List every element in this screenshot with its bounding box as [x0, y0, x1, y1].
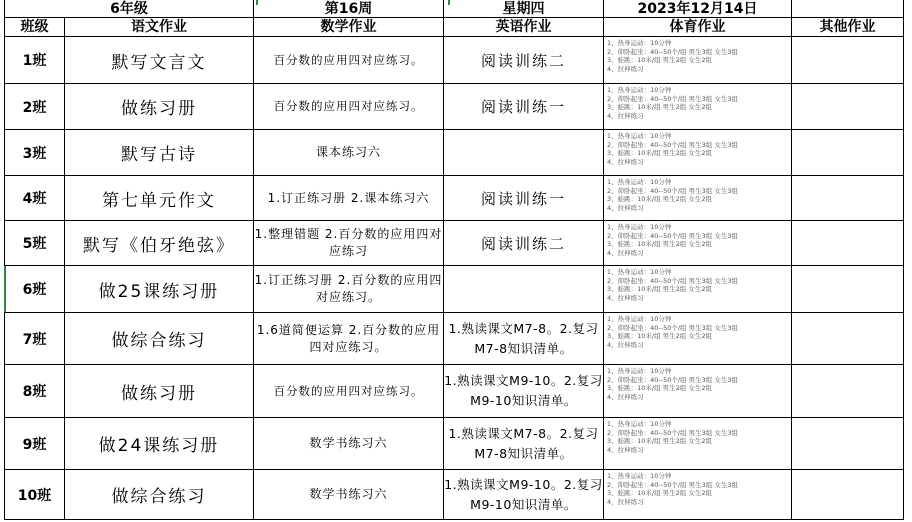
other-homework-cell[interactable] [792, 418, 904, 470]
other-homework-cell[interactable] [792, 266, 904, 313]
pe-homework-cell[interactable] [604, 266, 792, 313]
pe-line: 1、热身运动：10分钟 [607, 223, 672, 231]
english-homework-cell[interactable]: 1.熟读课文M9-10。2.复习M9-10知识清单。 [444, 365, 604, 418]
pe-line: 3、蛙跳：10米/组 男生2组 女生2组 [607, 437, 712, 446]
table-row [5, 221, 904, 266]
english-homework-cell[interactable] [444, 130, 604, 176]
pe-line: 1、热身运动：10分钟 [607, 268, 672, 276]
math-homework-cell[interactable]: 1.订正练习册 2.课本练习六 [254, 176, 444, 221]
chinese-homework-cell[interactable]: 做24课练习册 [65, 418, 254, 470]
english-homework-cell[interactable]: 1.熟读课文M9-10。2.复习M9-10知识清单。 [444, 470, 604, 520]
class-cell[interactable]: 9班 [5, 418, 65, 470]
math-homework-cell[interactable]: 百分数的应用四对应练习。 [254, 84, 444, 130]
other-homework-cell[interactable] [792, 313, 904, 365]
title-row [5, 0, 904, 18]
math-homework-cell[interactable]: 课本练习六 [254, 130, 444, 176]
pe-line: 1、热身运动：10分钟 [607, 178, 672, 186]
table-row [5, 266, 904, 313]
header-english: 英语作业 [444, 18, 604, 37]
header-class: 班级 [5, 18, 65, 37]
pe-line: 3、蛙跳：10米/组 男生2组 女生2组 [607, 195, 712, 204]
header-chinese: 语文作业 [65, 18, 254, 37]
table-row [5, 470, 904, 520]
pe-line: 3、蛙跳：10米/组 男生2组 女生2组 [607, 332, 712, 341]
date-label: 2023年12月14日 [604, 0, 792, 18]
pe-line: 2、仰卧起坐：40--50个/组 男生3组 女生3组 [607, 47, 738, 56]
pe-line: 2、仰卧起坐：40--50个/组 男生3组 女生3组 [607, 428, 738, 437]
pe-line: 4、拉伸练习 [607, 340, 644, 349]
table-row [5, 84, 904, 130]
chinese-homework-cell[interactable]: 做综合练习 [65, 470, 254, 520]
grade-label: 6年级 [5, 0, 254, 18]
pe-homework-cell[interactable] [604, 176, 792, 221]
pe-homework-cell[interactable] [604, 365, 792, 418]
other-homework-cell[interactable] [792, 470, 904, 520]
table-row [5, 176, 904, 221]
chinese-homework-cell[interactable]: 第七单元作文 [65, 176, 254, 221]
pe-line: 4、拉伸练习 [607, 64, 644, 73]
header-other: 其他作业 [792, 18, 904, 37]
other-homework-cell[interactable] [792, 221, 904, 266]
pe-line: 3、蛙跳：10米/组 男生2组 女生2组 [607, 56, 712, 65]
weekday-label: 星期四 [444, 0, 604, 18]
class-cell[interactable]: 3班 [5, 130, 65, 176]
math-homework-cell[interactable]: 百分数的应用四对应练习。 [254, 37, 444, 84]
table-row [5, 365, 904, 418]
pe-line: 4、拉伸练习 [607, 445, 644, 454]
math-homework-cell[interactable]: 1.6道简便运算 2.百分数的应用四对应练习。 [254, 313, 444, 365]
chinese-homework-cell[interactable]: 做练习册 [65, 365, 254, 418]
chinese-homework-cell[interactable]: 默写文言文 [65, 37, 254, 84]
class-cell[interactable]: 7班 [5, 313, 65, 365]
chinese-homework-cell[interactable]: 做练习册 [65, 84, 254, 130]
pe-line: 3、蛙跳：10米/组 男生2组 女生2组 [607, 103, 712, 112]
english-homework-cell[interactable] [444, 266, 604, 313]
other-homework-cell[interactable] [792, 37, 904, 84]
homework-table [4, 0, 904, 520]
pe-line: 1、热身运动：10分钟 [607, 420, 672, 428]
pe-line: 1、热身运动：10分钟 [607, 472, 672, 480]
class-cell[interactable]: 4班 [5, 176, 65, 221]
pe-line: 2、仰卧起坐：40--50个/组 男生3组 女生3组 [607, 186, 738, 195]
other-homework-cell[interactable] [792, 84, 904, 130]
pe-line: 1、热身运动：10分钟 [607, 86, 672, 94]
chinese-homework-cell[interactable]: 做综合练习 [65, 313, 254, 365]
class-cell[interactable]: 1班 [5, 37, 65, 84]
class-cell[interactable]: 10班 [5, 470, 65, 520]
table-row [5, 418, 904, 470]
pe-line: 4、拉伸练习 [607, 248, 644, 257]
pe-line: 1、热身运动：10分钟 [607, 367, 672, 375]
math-homework-cell[interactable]: 百分数的应用四对应练习。 [254, 365, 444, 418]
pe-line: 4、拉伸练习 [607, 293, 644, 302]
math-homework-cell[interactable]: 数学书练习六 [254, 418, 444, 470]
other-homework-cell[interactable] [792, 130, 904, 176]
pe-line: 4、拉伸练习 [607, 392, 644, 401]
pe-line: 1、热身运动：10分钟 [607, 132, 672, 140]
week-label: 第16周 [254, 0, 444, 18]
english-homework-cell[interactable]: 1.熟读课文M7-8。2.复习M7-8知识清单。 [444, 418, 604, 470]
english-homework-cell[interactable]: 阅读训练一 [444, 84, 604, 130]
math-homework-cell[interactable]: 1.整理错题 2.百分数的应用四对应练习 [254, 221, 444, 266]
english-homework-cell[interactable]: 阅读训练二 [444, 221, 604, 266]
class-cell[interactable]: 5班 [5, 221, 65, 266]
chinese-homework-cell[interactable]: 默写古诗 [65, 130, 254, 176]
cell-selection-marker [448, 0, 450, 5]
pe-homework-cell[interactable] [604, 130, 792, 176]
pe-line: 3、蛙跳：10米/组 男生2组 女生2组 [607, 489, 712, 498]
chinese-homework-cell[interactable]: 做25课练习册 [65, 266, 254, 313]
pe-line: 4、拉伸练习 [607, 497, 644, 506]
pe-line: 4、拉伸练习 [607, 157, 644, 166]
cell-selection-marker [4, 266, 6, 312]
table-row [5, 37, 904, 84]
pe-line: 2、仰卧起坐：40--50个/组 男生3组 女生3组 [607, 276, 738, 285]
pe-line: 2、仰卧起坐：40--50个/组 男生3组 女生3组 [607, 231, 738, 240]
pe-line: 4、拉伸练习 [607, 111, 644, 120]
pe-line: 2、仰卧起坐：40--50个/组 男生3组 女生3组 [607, 480, 738, 489]
pe-homework-cell[interactable] [604, 313, 792, 365]
cell-selection-marker [256, 0, 258, 5]
pe-line: 2、仰卧起坐：40--50个/组 男生3组 女生3组 [607, 323, 738, 332]
pe-line: 3、蛙跳：10米/组 男生2组 女生2组 [607, 285, 712, 294]
pe-line: 3、蛙跳：10米/组 男生2组 女生2组 [607, 384, 712, 393]
pe-homework-cell[interactable] [604, 470, 792, 520]
pe-line: 2、仰卧起坐：40--50个/组 男生3组 女生3组 [607, 375, 738, 384]
other-homework-cell[interactable] [792, 365, 904, 418]
top-empty-cell [792, 0, 904, 18]
chinese-homework-cell[interactable]: 默写《伯牙绝弦》 [65, 221, 254, 266]
pe-line: 4、拉伸练习 [607, 203, 644, 212]
pe-line: 3、蛙跳：10米/组 男生2组 女生2组 [607, 149, 712, 158]
pe-line: 1、热身运动：10分钟 [607, 315, 672, 323]
math-homework-cell[interactable]: 1.订正练习册 2.百分数的应用四对应练习。 [254, 266, 444, 313]
header-pe: 体育作业 [604, 18, 792, 37]
pe-line: 1、热身运动：10分钟 [607, 39, 672, 47]
math-homework-cell[interactable]: 数学书练习六 [254, 470, 444, 520]
pe-homework-cell[interactable] [604, 37, 792, 84]
pe-homework-cell[interactable] [604, 84, 792, 130]
pe-homework-cell[interactable] [604, 418, 792, 470]
class-cell[interactable]: 8班 [5, 365, 65, 418]
header-math: 数学作业 [254, 18, 444, 37]
pe-line: 2、仰卧起坐：40--50个/组 男生3组 女生3组 [607, 94, 738, 103]
pe-line: 3、蛙跳：10米/组 男生2组 女生2组 [607, 240, 712, 249]
class-cell[interactable]: 6班 [5, 266, 65, 313]
class-cell[interactable]: 2班 [5, 84, 65, 130]
pe-homework-cell[interactable] [604, 221, 792, 266]
other-homework-cell[interactable] [792, 176, 904, 221]
english-homework-cell[interactable]: 阅读训练二 [444, 37, 604, 84]
pe-line: 2、仰卧起坐：40--50个/组 男生3组 女生3组 [607, 140, 738, 149]
header-row [5, 18, 904, 37]
english-homework-cell[interactable]: 1.熟读课文M7-8。2.复习M7-8知识清单。 [444, 313, 604, 365]
table-row [5, 130, 904, 176]
table-row [5, 313, 904, 365]
english-homework-cell[interactable]: 阅读训练一 [444, 176, 604, 221]
